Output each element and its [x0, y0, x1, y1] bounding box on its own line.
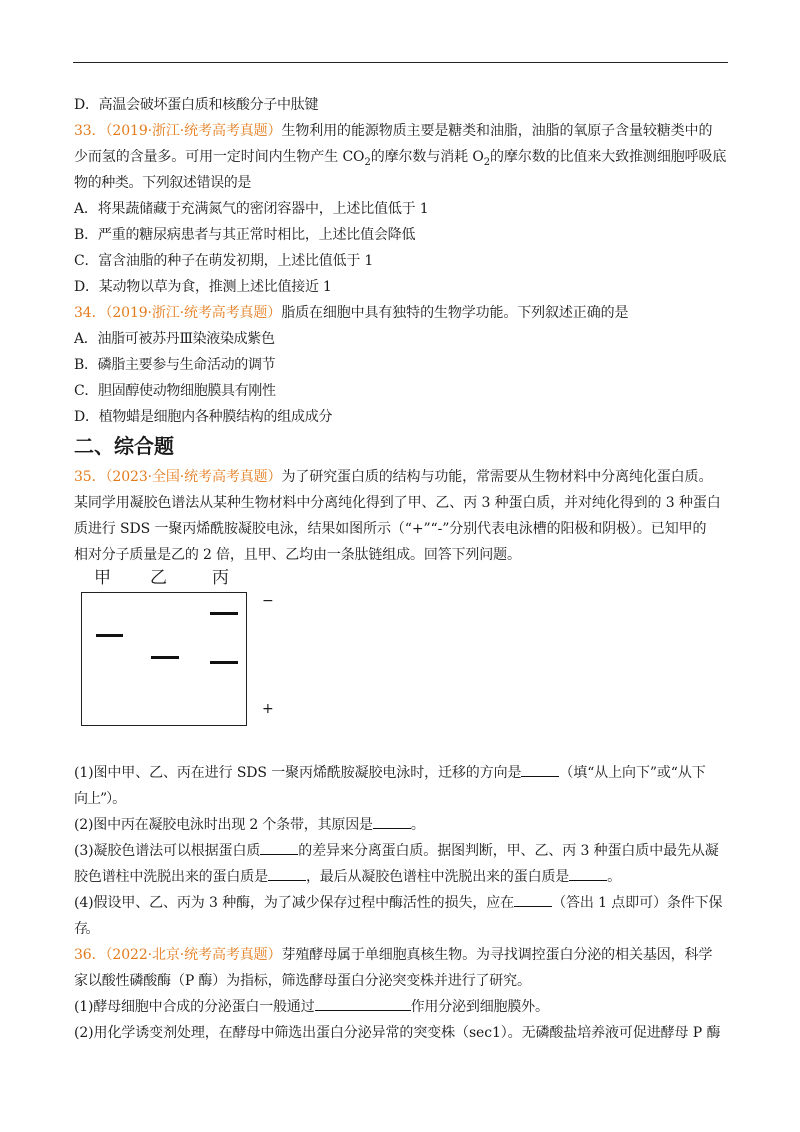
q33-stem-text-2e: 的摩尔数的比值来大致推测细胞呼吸底 — [490, 149, 727, 165]
q35-sub4-line-2: 存。 — [74, 921, 97, 937]
answer-blank[interactable] — [260, 838, 298, 855]
q34-option-c: C．胆固醇使动物细胞膜具有刚性 — [74, 383, 276, 399]
q34-option-b: B．磷脂主要参与生命活动的调节 — [74, 357, 276, 373]
q36-sub1-line — [74, 994, 734, 1020]
q33-stem-text-2c: 的摩尔数与消耗 O — [370, 149, 484, 165]
q32-option-d: D．高温会破坏蛋白质和核酸分子中肽键 — [74, 97, 319, 113]
q33-stem-line-2 — [74, 144, 734, 170]
q35-sub3-line-2 — [74, 864, 734, 890]
q35-sub3-line-1 — [74, 838, 734, 864]
q33-option-a: A．将果蔬储藏于充满氮气的密闭容器中，上述比值低于 1 — [74, 201, 429, 217]
q35-sub3-text-c: 胶色谱柱中洗脱出来的蛋白质是 — [74, 869, 268, 885]
q35-source: （2023·全国·统考高考真题） — [105, 469, 282, 485]
lane-label-bing: 丙 — [212, 568, 229, 588]
q35-sub1-line-2: 向上”）。 — [74, 791, 126, 807]
q34-stem-line-1 — [74, 300, 734, 326]
lane-label-yi: 乙 — [150, 568, 167, 588]
q35-sub1-text-b: （填“从上向下”或“从下 — [559, 765, 706, 781]
q34-number: 34． — [74, 305, 106, 321]
gel-electrophoresis-figure — [78, 568, 734, 760]
q33-stem-line-1 — [74, 118, 734, 144]
q36-stem-line-1 — [74, 942, 734, 968]
q33-source: （2019·浙江·统考高考真题） — [105, 123, 282, 139]
gel-box — [81, 592, 247, 726]
q33-stem-text-2a: 少而氢的含量多。可用一定时间内生物产生 CO — [74, 149, 365, 165]
q35-sub1-text-a: (1)图中甲、乙、丙在进行 SDS 一聚丙烯酰胺凝胶电泳时，迁移的方向是 — [74, 765, 522, 781]
q35-sub3-text-a: (3)凝胶色谱法可以根据蛋白质 — [74, 843, 261, 859]
q36-sub2-line: (2)用化学诱变剂处理，在酵母中筛选出蛋白分泌异常的突变株（sec1）。无磷酸盐培养液可促进酵母 P 酶 — [74, 1025, 721, 1041]
q34-option-a: A．油脂可被苏丹Ⅲ染液染成紫色 — [74, 331, 275, 347]
q35-stem-text-1: 为了研究蛋白质的结构与功能，常需要从生物材料中分离纯化蛋白质。 — [281, 469, 713, 485]
q34-source: （2019·浙江·统考高考真题） — [105, 305, 282, 321]
q33-option-c: C．富含油脂的种子在萌发初期，上述比值低于 1 — [74, 253, 374, 269]
document-body — [74, 92, 734, 1046]
answer-blank[interactable] — [373, 812, 411, 829]
q35-sub3-text-b: 的差异来分离蛋白质。据图判断，甲、乙、丙 3 种蛋白质中最先从凝 — [298, 843, 719, 859]
q35-sub2-text-b: 。 — [410, 817, 425, 833]
answer-blank[interactable] — [569, 864, 607, 881]
co2-subscript: 2 — [364, 156, 371, 168]
q36-stem-text-1: 芽殖酵母属于单细胞真核生物。为寻找调控蛋白分泌的相关基因，科学 — [281, 947, 713, 963]
q35-sub2-text-a: (2)图中丙在凝胶电泳时出现 2 个条带，其原因是 — [74, 817, 373, 833]
q34-stem-text-1: 脂质在细胞中具有独特的生物学功能。下列叙述正确的是 — [281, 305, 629, 321]
band-jia — [96, 634, 123, 637]
q33-option-d: D．某动物以草为食，推测上述比值接近 1 — [74, 279, 332, 295]
band-bing-lower — [210, 661, 238, 664]
q35-sub1-line-1 — [74, 760, 734, 786]
q35-number: 35． — [74, 469, 106, 485]
cathode-minus-label: − — [262, 593, 274, 609]
q36-stem-line-2: 家以酸性磷酸酶（P 酶）为指标，筛选酵母蛋白分泌突变株并进行了研究。 — [74, 973, 531, 989]
q35-stem-line-3: 质进行 SDS 一聚丙烯酰胺凝胶电泳，结果如图所示（“+”“-”分别代表电泳槽的阳极和阴极）。已知甲的 — [74, 521, 707, 537]
answer-blank[interactable] — [521, 760, 559, 777]
q35-sub4-line-1 — [74, 890, 734, 916]
lane-label-jia: 甲 — [94, 568, 111, 588]
q33-stem-text-1: 生物利用的能源物质主要是糖类和油脂，油脂的氧原子含量较糖类中的 — [281, 123, 713, 139]
answer-blank[interactable] — [315, 994, 411, 1011]
q34-option-d: D．植物蜡是细胞内各种膜结构的组成成分 — [74, 409, 333, 425]
band-yi — [151, 656, 179, 659]
anode-plus-label: + — [262, 701, 274, 717]
answer-blank[interactable] — [514, 890, 552, 907]
q35-sub3-text-d: ，最后从凝胶色谱柱中洗脱出来的蛋白质是 — [305, 869, 570, 885]
q36-source: （2022·北京·统考高考真题） — [105, 947, 282, 963]
q35-sub4-text-a: (4)假设甲、乙、丙为 3 种酶，为了减少保存过程中酶活性的损失，应在 — [74, 895, 515, 911]
q33-option-b: B．严重的糖尿病患者与其正常时相比，上述比值会降低 — [74, 227, 416, 243]
q36-sub1-text-b: 作用分泌到细胞膜外。 — [410, 999, 549, 1015]
band-bing-upper — [210, 612, 238, 615]
q35-stem-line-4: 相对分子质量是乙的 2 倍，且甲、乙均由一条肽链组成。回答下列问题。 — [74, 547, 521, 563]
q36-sub1-text-a: (1)酵母细胞中合成的分泌蛋白一般通过 — [74, 999, 315, 1015]
answer-blank[interactable] — [268, 864, 306, 881]
q35-stem-line-1 — [74, 464, 734, 490]
q35-sub3-text-e: 。 — [607, 869, 622, 885]
q35-sub2-line — [74, 812, 734, 838]
section-title: 二、综合题 — [74, 434, 174, 458]
q35-stem-line-2: 某同学用凝胶色谱法从某种生物材料中分离纯化得到了甲、乙、丙 3 种蛋白质，并对纯化得到的 3 种蛋白 — [74, 495, 721, 511]
header-rule — [73, 62, 728, 63]
o2-subscript: 2 — [483, 156, 491, 168]
q35-sub4-text-b: （答出 1 点即可）条件下保 — [552, 895, 723, 911]
q33-number: 33． — [74, 123, 106, 139]
q33-stem-line-3: 物的种类。下列叙述错误的是 — [74, 175, 251, 191]
q36-number: 36． — [74, 947, 106, 963]
